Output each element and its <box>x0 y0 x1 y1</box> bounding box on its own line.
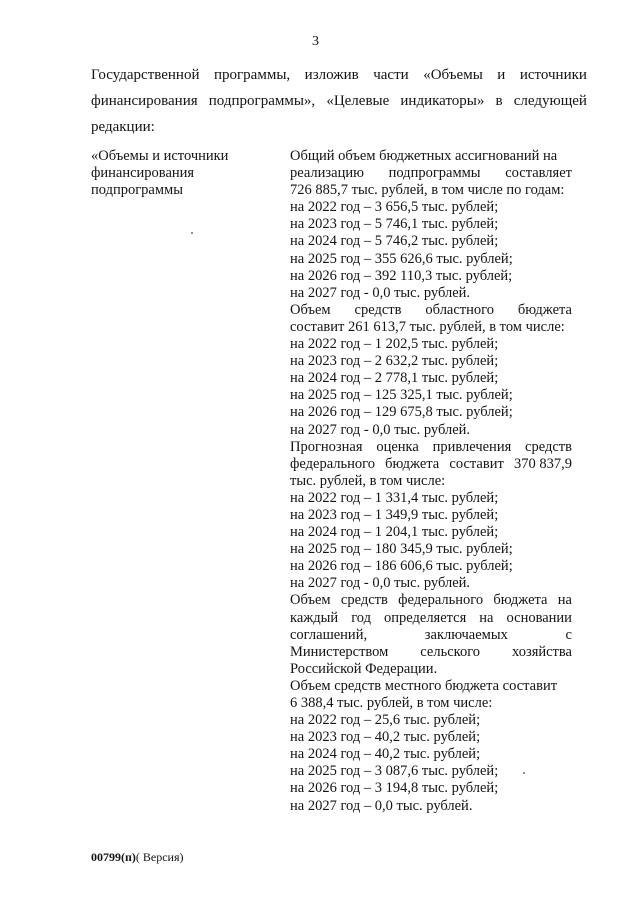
word: год <box>351 609 371 626</box>
federal-basis-line <box>290 610 572 627</box>
year-amount-line: на 2027 год – 0,0 тыс. рублей. <box>290 797 473 814</box>
year-amount-line: на 2027 год - 0,0 тыс. рублей. <box>290 284 471 301</box>
word: на <box>557 592 572 609</box>
intro-word: «Целевые <box>326 93 390 109</box>
year-amount-line: на 2024 год – 5 746,2 тыс. рублей; <box>290 233 499 250</box>
intro-line-1 <box>91 62 587 88</box>
year-amount-line: на 2023 год – 5 746,1 тыс. рублей; <box>290 216 499 233</box>
intro-paragraph <box>91 62 587 140</box>
document-version-footer <box>91 850 184 864</box>
section-label-line: «Объемы и источники <box>91 148 229 164</box>
word: бюджета <box>493 592 548 609</box>
year-amount-line: на 2023 год – 1 349,9 тыс. рублей; <box>290 506 499 523</box>
document-version: ( Версия) <box>135 850 184 864</box>
word: привлечения <box>432 438 512 455</box>
federal-forecast-line <box>290 439 572 456</box>
intro-line-2 <box>91 88 587 114</box>
funding-total-line <box>290 165 572 182</box>
intro-word: Государственной <box>91 67 200 83</box>
word: федерального <box>290 455 375 472</box>
year-amount-line: на 2025 год – 3 087,6 тыс. рублей; <box>290 763 499 780</box>
year-amount-line: на 2023 год – 40,2 тыс. рублей; <box>290 729 481 746</box>
intro-word: следующей <box>513 93 587 109</box>
year-amount-line: на 2025 год – 125 325,1 тыс. рублей; <box>290 387 513 404</box>
document-code: 00799(п) <box>91 850 136 864</box>
word: средств <box>525 438 572 455</box>
year-amount-line: на 2026 год – 3 194,8 тыс. рублей; <box>290 780 499 797</box>
section-label-line: финансирования <box>91 165 195 181</box>
intro-word: подпрограммы», <box>208 93 316 109</box>
word: хозяйства <box>512 643 572 660</box>
federal-basis-line: Российской Федерации. <box>290 660 438 677</box>
word: каждый <box>290 609 339 626</box>
regional-budget-line: составит 261 613,7 тыс. рублей, в том числе: <box>290 318 565 335</box>
year-amount-line: на 2024 год – 1 204,1 тыс. рублей; <box>290 524 499 541</box>
local-budget-line: Объем средств местного бюджета составит <box>290 677 558 694</box>
federal-forecast-line: тыс. рублей, в том числе: <box>290 472 446 489</box>
regional-budget-line <box>290 302 572 319</box>
word: средств <box>340 592 388 609</box>
year-amount-line: на 2025 год – 355 626,6 тыс. рублей; <box>290 250 513 267</box>
word: Министерством <box>290 643 389 660</box>
word: Объем <box>290 592 331 609</box>
federal-basis-line <box>290 592 572 609</box>
year-amount-line: на 2022 год – 1 331,4 тыс. рублей; <box>290 489 499 506</box>
year-amount-line: на 2022 год – 25,6 тыс. рублей; <box>290 712 481 729</box>
word: реализацию <box>290 165 364 182</box>
intro-word: финансирования <box>91 93 198 109</box>
intro-word: изложив <box>304 67 359 83</box>
word: Объем <box>290 301 331 318</box>
word: федерального <box>398 592 484 609</box>
federal-forecast-line <box>290 456 572 473</box>
year-amount-line: на 2023 год – 2 632,2 тыс. рублей; <box>290 353 499 370</box>
word: 370 837,9 <box>513 455 572 472</box>
intro-word: источники <box>519 67 587 83</box>
scan-speck <box>523 772 525 774</box>
word: оценка <box>376 438 419 455</box>
local-budget-line: 6 388,4 тыс. рублей, в том числе: <box>290 695 493 711</box>
intro-line-3: редакции: <box>91 119 155 135</box>
intro-word: «Объемы <box>423 67 483 83</box>
year-amount-line: на 2027 год - 0,0 тыс. рублей. <box>290 421 471 438</box>
word: сельского <box>420 643 481 660</box>
intro-word: части <box>373 67 409 83</box>
word: бюджета <box>517 301 572 318</box>
word: заключаемых <box>424 626 508 643</box>
word: подпрограммы <box>388 165 481 182</box>
word: определяется <box>384 609 467 626</box>
word: на <box>479 609 494 626</box>
year-amount-line: на 2027 год - 0,0 тыс. рублей. <box>290 575 471 592</box>
year-amount-line: на 2024 год – 2 778,1 тыс. рублей; <box>290 370 499 387</box>
word: основании <box>506 609 572 626</box>
funding-total-line: Общий объем бюджетных ассигнований на <box>290 148 558 164</box>
funding-details <box>290 148 572 815</box>
word: средств <box>354 301 402 318</box>
intro-word: и <box>497 67 506 83</box>
word: соглашений, <box>290 626 368 643</box>
year-amount-line: на 2025 год – 180 345,9 тыс. рублей; <box>290 541 513 558</box>
word: бюджета <box>385 455 440 472</box>
word: составит <box>449 455 504 472</box>
federal-basis-line <box>290 644 572 661</box>
word: Прогнозная <box>290 438 363 455</box>
section-label <box>91 148 271 199</box>
page-number: 3 <box>312 34 319 49</box>
word: составляет <box>505 165 572 182</box>
scan-speck <box>191 232 193 234</box>
year-amount-line: на 2026 год – 129 675,8 тыс. рублей; <box>290 404 513 421</box>
year-amount-line: на 2022 год – 3 656,5 тыс. рублей; <box>290 199 499 216</box>
year-amount-line: на 2022 год – 1 202,5 тыс. рублей; <box>290 336 499 353</box>
intro-word: в <box>495 93 503 109</box>
word: с <box>565 626 572 643</box>
year-amount-line: на 2024 год – 40,2 тыс. рублей; <box>290 746 481 763</box>
federal-basis-line <box>290 627 572 644</box>
year-amount-line: на 2026 год – 392 110,3 тыс. рублей; <box>290 267 513 284</box>
section-label-line: подпрограммы <box>91 182 183 198</box>
word: областного <box>425 301 494 318</box>
funding-total-line: 726 885,7 тыс. рублей, в том числе по годам: <box>290 182 565 199</box>
year-amount-line: на 2026 год – 186 606,6 тыс. рублей; <box>290 558 513 575</box>
intro-word: индикаторы» <box>400 93 485 109</box>
intro-word: программы, <box>214 67 291 83</box>
